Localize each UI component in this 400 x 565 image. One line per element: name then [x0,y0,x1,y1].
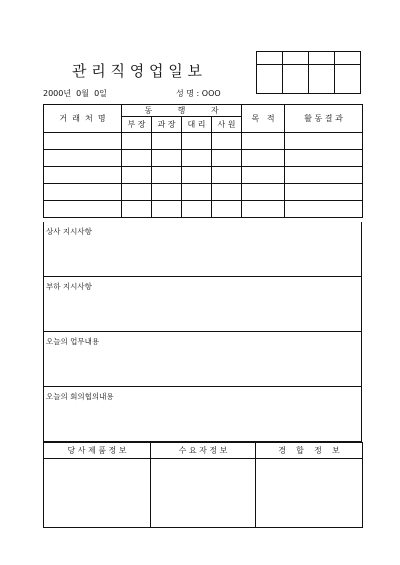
approval-sign-cell [335,65,361,94]
subordinate-instructions-section [43,277,362,332]
table-row [44,184,363,201]
table-cell [182,133,212,150]
table-row [44,201,363,218]
header-result: 활 동 결 과 [285,105,363,133]
table-cell [285,133,363,150]
section-label: 부하 지시사항 [46,282,92,291]
header-section-chief: 과 장 [152,117,182,133]
approval-sign-cell [283,65,309,94]
table-cell [285,184,363,201]
header-client: 거 래 처 명 [44,105,122,133]
table-cell [242,167,285,184]
table-cell [212,133,242,150]
approval-sign-cell [309,65,335,94]
table-row [44,133,363,150]
table-row [44,150,363,167]
header-competitor-info: 경 합 정 보 [256,443,363,459]
table-cell [212,167,242,184]
competitor-info-cell [256,459,363,528]
info-table [43,442,363,528]
header-purpose: 목 적 [242,105,285,133]
approval-sign-cell [257,65,283,94]
header-product-info: 당 사 제 품 정 보 [44,443,151,459]
section-label: 상사 지시사항 [46,227,92,236]
table-cell [285,167,363,184]
table-cell [152,150,182,167]
table-cell [122,184,152,201]
today-meeting-section [43,387,362,442]
table-cell [242,184,285,201]
header-companion: 동 행 자 [122,105,242,117]
header-manager: 부 장 [122,117,152,133]
report-date: 2000년 0월 0일 [43,89,107,98]
writer-name: 성 명 : OOO [176,89,221,98]
table-cell [242,201,285,218]
table-cell [44,133,122,150]
section-label: 오늘의 회의협의내용 [46,392,114,401]
table-cell [152,167,182,184]
table-cell [242,150,285,167]
table-row [44,167,363,184]
table-cell [182,167,212,184]
table-cell [122,150,152,167]
table-cell [152,201,182,218]
table-cell [212,184,242,201]
table-cell [152,184,182,201]
approval-cell [309,52,335,65]
header-staff: 사 원 [212,117,242,133]
table-cell [212,150,242,167]
header-deputy: 대 리 [182,117,212,133]
table-cell [122,201,152,218]
activity-table [43,104,363,218]
approval-cell [257,52,283,65]
table-cell [152,133,182,150]
table-cell [44,184,122,201]
approval-cell [335,52,361,65]
table-cell [242,133,285,150]
table-cell [44,167,122,184]
table-cell [212,201,242,218]
table-cell [44,201,122,218]
table-cell [182,184,212,201]
table-cell [122,133,152,150]
product-info-cell [44,459,151,528]
approval-box [256,51,361,94]
table-cell [182,201,212,218]
demand-info-cell [151,459,256,528]
report-title: 관 리 직 영 업 일 보 [72,62,203,80]
today-work-section [43,332,362,387]
section-label: 오늘의 업무내용 [46,337,100,346]
header-demand-info: 수 요 자 정 보 [151,443,256,459]
superior-instructions-section [43,222,362,277]
table-cell [122,167,152,184]
table-cell [285,201,363,218]
table-cell [285,150,363,167]
table-cell [182,150,212,167]
table-cell [44,150,122,167]
approval-cell [283,52,309,65]
